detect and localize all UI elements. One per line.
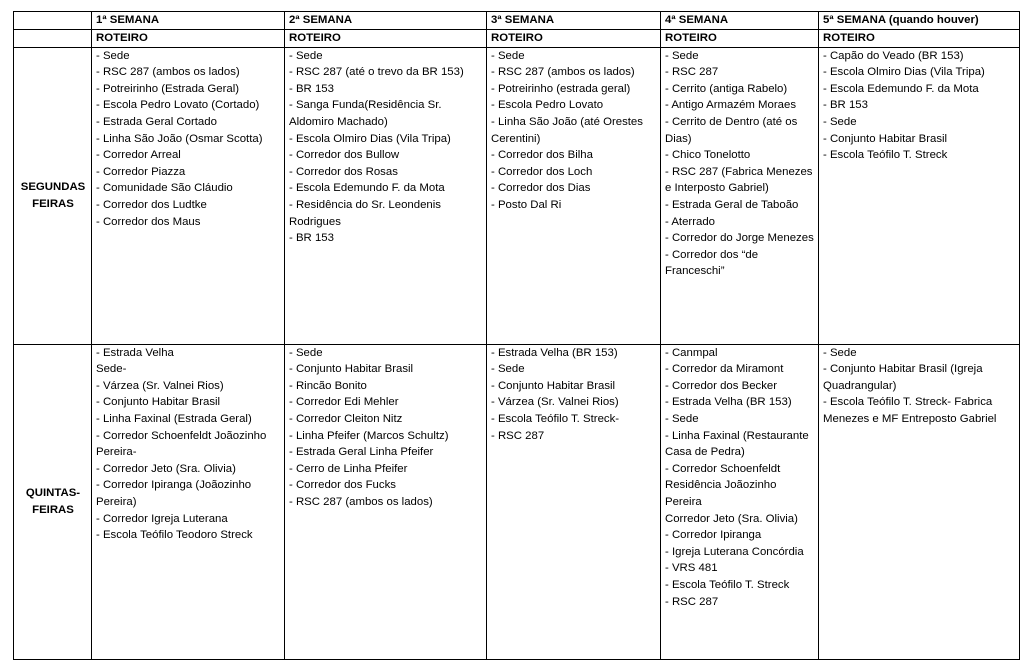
route-item: - Corredor Jeto (Sra. Olivia) xyxy=(96,462,236,475)
route-item: - Corredor Arreal xyxy=(96,149,181,162)
route-cell xyxy=(92,47,285,344)
route-item: - Corredor dos Dias xyxy=(491,182,591,195)
route-item: - Residência do Sr. Leondenis Rodrigues xyxy=(289,198,441,228)
route-item: - Corredor Cleiton Nitz xyxy=(289,412,403,425)
route-item: - Corredor dos Ludtke xyxy=(96,198,207,211)
corner-cell xyxy=(14,12,92,30)
route-item: - Linha São João (até Orestes Cerentini) xyxy=(491,115,643,145)
route-item: - Linha Faxinal (Restaurante Casa de Pedra) xyxy=(665,429,809,459)
roteiro-header: ROTEIRO xyxy=(661,30,819,48)
route-item: - Corredor dos “de Franceschi” xyxy=(665,248,759,278)
route-item: - Igreja Luterana Concórdia xyxy=(665,545,804,558)
corner-cell xyxy=(14,30,92,48)
route-item: - Sede xyxy=(665,412,699,425)
route-cell xyxy=(819,344,1020,659)
route-item: - Escola Pedro Lovato xyxy=(491,99,604,112)
route-item: - Conjunto Habitar Brasil xyxy=(96,396,221,409)
route-cell xyxy=(92,344,285,659)
week-header-row xyxy=(14,12,1020,30)
route-item: - Cerrito de Dentro (até os Dias) xyxy=(665,115,798,145)
route-item: - Sede xyxy=(491,363,525,376)
roteiro-header-row xyxy=(14,30,1020,48)
route-item: - Corredor dos Becker xyxy=(665,379,778,392)
day-label-line: SEGUNDAS xyxy=(20,181,86,193)
route-item: - BR 153 xyxy=(823,99,868,112)
route-item: - Cerro de Linha Pfeifer xyxy=(289,462,408,475)
roteiro-header: ROTEIRO xyxy=(285,30,487,48)
route-item: - Conjunto Habitar Brasil xyxy=(823,132,948,145)
route-item: - Capão do Veado (BR 153) xyxy=(823,49,964,62)
route-item: - Conjunto Habitar Brasil (Igreja Quadrangular) xyxy=(823,363,983,392)
route-item: - Sede xyxy=(289,346,323,359)
route-item: - RSC 287 (Fabrica Menezes e Interposto Gabriel) xyxy=(665,165,813,195)
route-item: - Estrada Velha xyxy=(96,346,174,359)
route-item: - Corredor Schoenfeldt Residência Joãozinho Pereira xyxy=(665,462,781,508)
roteiro-header: ROTEIRO xyxy=(819,30,1020,48)
route-item: - Corredor da Miramont xyxy=(665,363,784,376)
route-item: - Corredor Schoenfeldt Joãozinho Pereira- xyxy=(96,429,267,459)
route-item: - RSC 287 xyxy=(665,595,719,608)
route-cell xyxy=(285,47,487,344)
route-item: - Corredor dos Fucks xyxy=(289,479,396,492)
route-item: - Linha Pfeifer (Marcos Schultz) xyxy=(289,429,449,442)
route-item: - Várzea (Sr. Valnei Rios) xyxy=(491,396,619,409)
route-item: Corredor Jeto (Sra. Olivia) xyxy=(665,512,798,525)
week-header: 2ª SEMANA xyxy=(285,12,487,30)
route-cell xyxy=(487,344,661,659)
route-item: - Várzea (Sr. Valnei Rios) xyxy=(96,379,224,392)
route-item: - Corredor dos Maus xyxy=(96,215,201,228)
schedule-row-quintas xyxy=(14,344,1020,659)
route-cell xyxy=(487,47,661,344)
route-item: - Canmpal xyxy=(665,346,718,359)
day-label-line: QUINTAS- xyxy=(25,487,81,499)
route-item: - Escola Teófilo T. Streck xyxy=(823,149,948,162)
day-label-line: FEIRAS xyxy=(32,197,74,210)
route-item: - Sede xyxy=(96,49,130,62)
route-item: - Aterrado xyxy=(665,215,716,228)
route-item: - RSC 287 xyxy=(491,429,545,442)
route-item: - Corredor Ipiranga xyxy=(665,529,762,542)
route-item: - Rincão Bonito xyxy=(289,379,367,392)
schedule-row-segundas xyxy=(14,47,1020,344)
route-item: - Conjunto Habitar Brasil xyxy=(289,363,414,376)
route-item: - Chico Tonelotto xyxy=(665,149,751,162)
route-item: - Escola Teófilo T. Streck- xyxy=(491,412,620,425)
route-item: - Escola Teófilo Teodoro Streck xyxy=(96,529,253,542)
route-cell xyxy=(819,47,1020,344)
route-item: - Escola Edemundo F. da Mota xyxy=(823,82,979,95)
route-item: - BR 153 xyxy=(289,232,334,245)
route-item: - Corredor dos Loch xyxy=(491,165,593,178)
route-item: - Corredor Igreja Luterana xyxy=(96,512,228,525)
day-label-cell xyxy=(14,47,92,344)
route-item: - Estrada Geral Cortado xyxy=(96,115,217,128)
week-header: 1ª SEMANA xyxy=(92,12,285,30)
day-label-line: FEIRAS xyxy=(32,503,74,516)
route-item: - VRS 481 xyxy=(665,562,718,575)
route-item: - Sede xyxy=(665,49,699,62)
route-item: - Estrada Geral Linha Pfeifer xyxy=(289,446,434,459)
route-item: - Corredor Edi Mehler xyxy=(289,396,399,409)
route-item: - Corredor dos Bilha xyxy=(491,149,593,162)
roteiro-header: ROTEIRO xyxy=(92,30,285,48)
route-cell xyxy=(661,47,819,344)
week-header: 5ª SEMANA (quando houver) xyxy=(819,12,1020,30)
route-item: - Cerrito (antiga Rabelo) xyxy=(665,82,788,95)
week-header: 3ª SEMANA xyxy=(487,12,661,30)
route-item: - Escola Teófilo T. Streck- Fabrica Menezes e MF Entreposto Gabriel xyxy=(823,396,997,425)
route-item: - Corredor Piazza xyxy=(96,165,186,178)
route-item: - Potreirinho (estrada geral) xyxy=(491,82,631,95)
route-item: - RSC 287 xyxy=(665,66,719,79)
route-item: - Estrada Velha (BR 153) xyxy=(491,346,618,359)
route-item: - Corredor dos Bullow xyxy=(289,149,400,162)
route-item: - Conjunto Habitar Brasil xyxy=(491,379,616,392)
route-item: - Escola Teófilo T. Streck xyxy=(665,578,790,591)
route-item: - Escola Olmiro Dias (Vila Tripa) xyxy=(289,132,451,145)
route-item: - RSC 287 (até o trevo da BR 153) xyxy=(289,66,464,79)
route-item: Sede- xyxy=(96,363,127,376)
route-item: - Corredor dos Rosas xyxy=(289,165,398,178)
route-item: - RSC 287 (ambos os lados) xyxy=(491,66,635,79)
week-header: 4ª SEMANA xyxy=(661,12,819,30)
route-cell xyxy=(285,344,487,659)
route-item: - Comunidade São Cláudio xyxy=(96,182,233,195)
route-item: - Antigo Armazém Moraes xyxy=(665,99,797,112)
route-cell xyxy=(661,344,819,659)
route-item: - Potreirinho (Estrada Geral) xyxy=(96,82,240,95)
route-item: - Estrada Velha (BR 153) xyxy=(665,396,792,409)
route-item: - Escola Edemundo F. da Mota xyxy=(289,182,445,195)
route-item: - RSC 287 (ambos os lados) xyxy=(96,66,240,79)
schedule-wrapper xyxy=(13,11,1020,660)
route-item: - Linha Faxinal (Estrada Geral) xyxy=(96,412,252,425)
route-item: - Escola Olmiro Dias (Vila Tripa) xyxy=(823,66,985,79)
route-item: - Sede xyxy=(289,49,323,62)
route-schedule-table xyxy=(13,11,1020,660)
route-item: - Sanga Funda(Residência Sr. Aldomiro Machado) xyxy=(289,99,442,128)
route-item: - Linha São João (Osmar Scotta) xyxy=(96,132,263,145)
route-item: - Sede xyxy=(491,49,525,62)
route-item: - Escola Pedro Lovato (Cortado) xyxy=(96,99,260,112)
route-item: - Sede xyxy=(823,346,857,359)
route-item: - BR 153 xyxy=(289,82,334,95)
route-item: - Corredor Ipiranga (Joãozinho Pereira) xyxy=(96,479,252,508)
route-item: - RSC 287 (ambos os lados) xyxy=(289,495,433,508)
roteiro-header: ROTEIRO xyxy=(487,30,661,48)
route-item: - Sede xyxy=(823,115,857,128)
route-item: - Corredor do Jorge Menezes xyxy=(665,232,814,245)
route-item: - Estrada Geral de Taboão xyxy=(665,198,799,211)
day-label-cell xyxy=(14,344,92,659)
route-item: - Posto Dal Ri xyxy=(491,198,562,211)
